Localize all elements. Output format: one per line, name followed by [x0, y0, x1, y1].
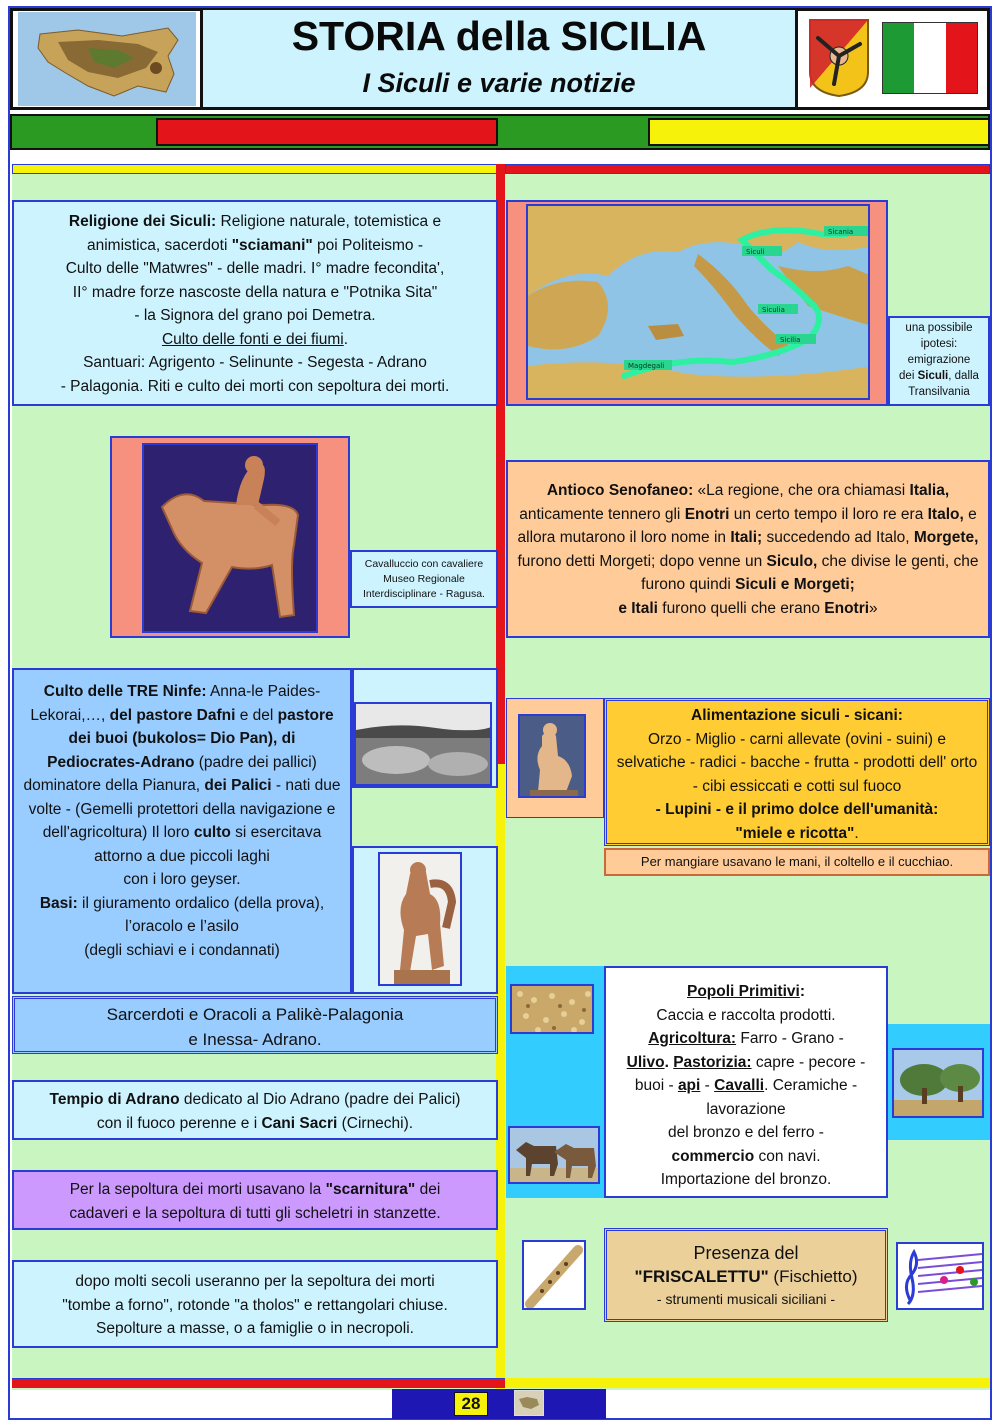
olive-tree-image — [892, 1048, 984, 1118]
italian-flag — [882, 22, 978, 94]
page-subtitle: I Siculi e varie notizie — [362, 68, 636, 98]
sepoltura-box: Per la sepoltura dei morti usavano la "scarnitura" dei cadaveri e la sepoltura di tutti gli scheletri in stanzette. — [12, 1170, 498, 1230]
map-label-d: Sicilia — [780, 336, 801, 344]
friscalettu-box: Presenza del "FRISCALETTU" (Fischietto) - strumenti musicali siciliani - — [604, 1228, 888, 1322]
footer-bar — [392, 1389, 606, 1419]
migration-map-image — [526, 204, 870, 400]
cavalluccio-image — [142, 443, 318, 633]
alimentazione-box: Alimentazione siculi - sicani: Orzo - Miglio - carni allevate (ovini - suini) e selvatiche - radici - bacche - frutta - prodotti dell' orto - cibi essiccati e cotti sul fuoco - Lupini - e il primo dolce dell'umanità: "miele e ricotta". — [604, 698, 990, 846]
map-label-a: Siculi — [746, 248, 765, 256]
ninfe-box: Culto delle TRE Ninfe: Anna-le Paides-Lekorai,…, del pastore Dafni e del pastore dei buoi (bukolos= Dio Pan), di Pediocrates-Adrano (padre dei pallici) dominatore della Pianura, dei Palici - nati due volte - (Gemelli protettori della navigazione e dell'agricoltura) Il loro culto si esercitava attorno a due piccoli laghi con i loro geyser. Basi: il giuramento ordalico (della prova), l’oracolo e l’asilo (degli schiavi e i condannati) — [12, 668, 352, 994]
page-title: STORIA della SICILIA — [291, 13, 707, 59]
alimentazione-note: Per mangiare usavano le mani, il coltello e il cucchiao. — [604, 848, 990, 876]
sacerdoti-box: Sarcerdoti e Oracoli a Palikè-Palagonia e Inessa- Adrano. — [12, 996, 498, 1054]
sicily-map-thumbnail — [18, 12, 196, 106]
top-rule-right — [505, 164, 990, 174]
map-label-c: Siculia — [762, 306, 785, 314]
lake-image — [354, 702, 492, 786]
map-caption: una possibile ipotesi: emigrazione dei Siculi, dalla Transilvania — [888, 316, 990, 406]
tempio-box: Tempio di Adrano dedicato al Dio Adrano (padre dei Palici) con il fuoco perenne e i Cani Sacri (Cirnechi). — [12, 1080, 498, 1140]
footer-map-thumbnail — [514, 1390, 544, 1416]
horses-image — [508, 1126, 600, 1184]
footer-rule-yellow — [505, 1378, 990, 1388]
map-label-e: Magdegali — [628, 362, 665, 370]
trinacria-emblem — [808, 18, 870, 98]
stripe-yellow — [648, 118, 990, 146]
stripe-red — [156, 118, 498, 146]
map-label-b: Sicania — [828, 228, 854, 236]
kneeling-figure-image — [518, 714, 586, 798]
secoli-box: dopo molti secoli useranno per la sepoltura dei morti "tombe a forno", rotonde "a tholos" e rettangolari chiuse. Sepolture a masse, o a famiglie o in necropoli. — [12, 1260, 498, 1348]
music-notes-icon — [896, 1242, 984, 1310]
satyr-statue-image — [378, 852, 462, 986]
popoli-box: Popoli Primitivi: Caccia e raccolta prodotti. Agricoltura: Farro - Grano - Ulivo. Pastorizia: capre - pecore - buoi - api - Cavalli. Ceramiche - lavorazione del bronzo e del ferro - commercio con navi. Importazione del bronzo. — [604, 966, 888, 1198]
page-number: 28 — [454, 1392, 488, 1416]
grain-image — [510, 984, 594, 1034]
friscalettu-flute-image — [522, 1240, 586, 1310]
religione-box: Religione dei Siculi: Religione naturale, totemistica e animistica, sacerdoti "sciamani" poi Politeismo - Culto delle "Matwres" - delle madri. I° madre fecondita', II° madre forze nascoste della natura e "Potnika Sita" - la Signora del grano poi Demetra. Culto delle fonti e dei fiumi. Santuari: Agrigento - Selinunte - Segesta - Adrano - Palagonia. Riti e culto dei morti con sepoltura dei morti. — [12, 200, 498, 406]
antioco-box: Antioco Senofaneo: «La regione, che ora chiamasi Italia, anticamente tennero gli Enotri un certo tempo il loro re era Italo, e allora mutarono il loro nome in Itali; succedendo ad Italo, Morgete, furono detti Morgeti; dopo venne un Siculo, che divise le genti, che furono quindi Siculi e Morgeti; e Itali furono quelli che erano Enotri» — [506, 460, 990, 638]
top-rule-left — [12, 164, 498, 174]
cavalluccio-caption: Cavalluccio con cavaliere Museo Regionale Interdisciplinare - Ragusa. — [350, 550, 498, 608]
